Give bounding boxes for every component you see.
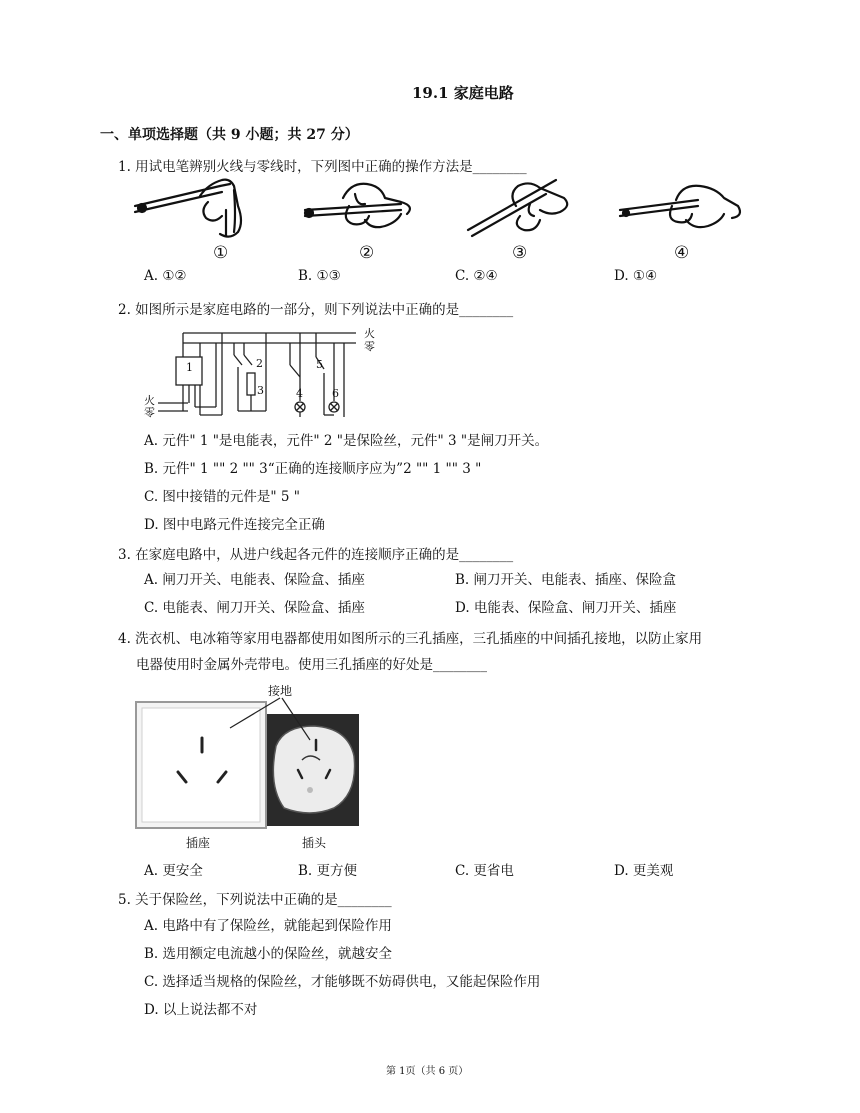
question-4-option-d[interactable]: D. 更美观 (614, 863, 674, 879)
figure-1-label-3: ③ (512, 243, 528, 263)
question-1-option-d[interactable]: D. ①④ (614, 268, 658, 284)
figure-1-label-2: ② (359, 243, 375, 263)
question-2-option-d[interactable]: D. 图中电路元件连接完全正确 (144, 517, 325, 533)
circuit-label-live-top: 火 (364, 327, 375, 340)
question-1-option-a[interactable]: A. ①② (144, 268, 187, 284)
circuit-label-neutral-left: 零 (144, 406, 155, 419)
hand-2-image (305, 184, 410, 227)
question-4-stem-line-2: 电器使用时金属外壳带电。使用三孔插座的好处是________ (136, 657, 487, 673)
circuit-label-live-left: 火 (144, 394, 155, 407)
hand-3-image (468, 180, 567, 236)
question-2-option-b[interactable]: B. 元件" 1 "" 2 "" 3“正确的连接顺序应为”2 "" 1 "" 3 " (144, 461, 482, 477)
figure-1-label-1: ① (213, 243, 229, 263)
question-2-option-c[interactable]: C. 图中接错的元件是" 5 " (144, 489, 301, 505)
question-2-stem: 2. 如图所示是家庭电路的一部分，则下列说法中正确的是________ (118, 302, 514, 318)
circuit-label-3: 3 (257, 384, 264, 397)
question-5-option-c[interactable]: C. 选择适当规格的保险丝，才能够既不妨碍供电，又能起保险作用 (144, 974, 541, 990)
hand-1-image (135, 180, 241, 237)
figure-1-label-4: ④ (674, 243, 690, 263)
question-4-option-c[interactable]: C. 更省电 (455, 863, 514, 879)
question-3-stem: 3. 在家庭电路中，从进户线起各元件的连接顺序正确的是________ (118, 547, 514, 563)
question-1-stem: 1. 用试电笔辨别火线与零线时，下列图中正确的操作方法是________ (118, 159, 527, 175)
question-3-option-a[interactable]: A. 闸刀开关、电能表、保险盒、插座 (144, 572, 365, 588)
question-3-option-b[interactable]: B. 闸刀开关、电能表、插座、保险盒 (455, 572, 677, 588)
circuit-diagram (138, 325, 388, 420)
figure-4-label-plug: 插头 (302, 836, 327, 850)
section-heading: 一、单项选择题（共 9 小题；共 27 分） (100, 127, 359, 143)
question-4-option-a[interactable]: A. 更安全 (144, 863, 203, 879)
page-title: 19.1 家庭电路 (412, 84, 514, 102)
page-footer: 第 1页（共 6 页） (386, 1066, 469, 1077)
circuit-label-neutral-top: 零 (364, 340, 375, 353)
question-5-option-b[interactable]: B. 选用额定电流越小的保险丝，就越安全 (144, 946, 393, 962)
question-3-option-d[interactable]: D. 电能表、保险盒、闸刀开关、插座 (455, 600, 677, 616)
socket-plug-figure (134, 676, 366, 852)
question-1-option-b[interactable]: B. ①③ (298, 268, 341, 284)
question-3-option-c[interactable]: C. 电能表、闸刀开关、保险盒、插座 (144, 600, 365, 616)
question-5-option-a[interactable]: A. 电路中有了保险丝，就能起到保险作用 (144, 918, 392, 934)
circuit-label-4: 4 (296, 387, 303, 400)
question-5-option-d[interactable]: D. 以上说法都不对 (144, 1002, 258, 1018)
circuit-label-1: 1 (186, 361, 193, 374)
circuit-label-6: 6 (332, 387, 339, 400)
figure-4-label-socket: 插座 (186, 836, 211, 850)
hand-4-image (620, 186, 740, 227)
question-4-option-b[interactable]: B. 更方便 (298, 863, 358, 879)
question-1-option-c[interactable]: C. ②④ (455, 268, 498, 284)
figure-4-label-ground: 接地 (268, 684, 293, 698)
circuit-label-2: 2 (256, 357, 263, 370)
question-2-option-a[interactable]: A. 元件" 1 "是电能表，元件" 2 "是保险丝，元件" 3 "是闸刀开关。 (144, 433, 549, 449)
question-5-stem: 5. 关于保险丝，下列说法中正确的是________ (118, 892, 392, 908)
circuit-label-5: 5 (316, 358, 323, 371)
question-4-stem-line-1: 4. 洗衣机、电冰箱等家用电器都使用如图所示的三孔插座，三孔插座的中间插孔接地，以防止家用 (118, 631, 703, 647)
